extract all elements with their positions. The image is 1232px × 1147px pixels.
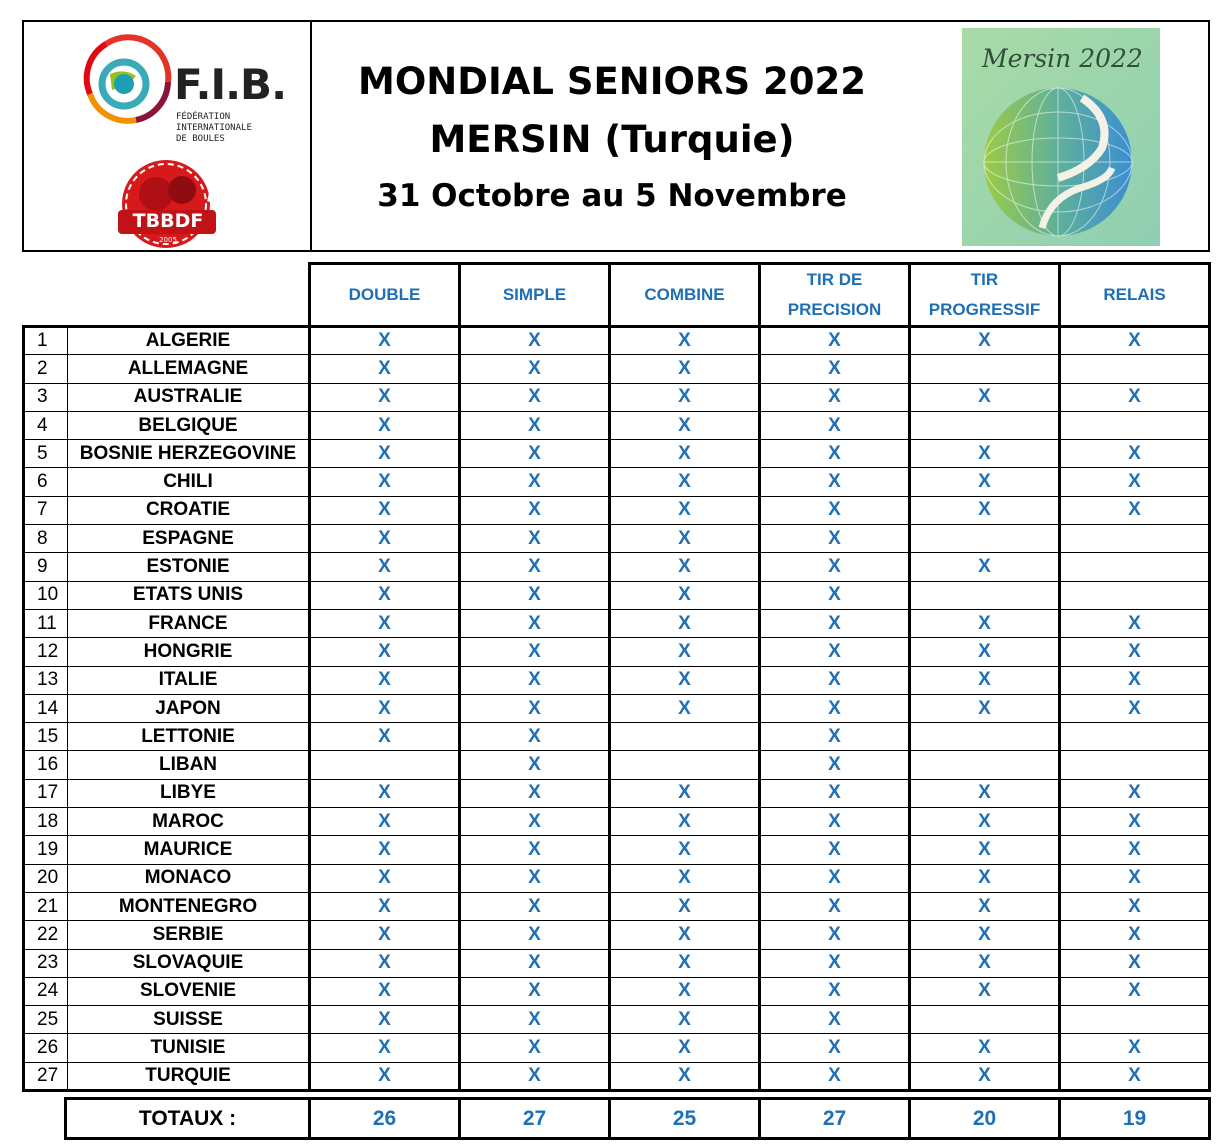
- row-number: 4: [24, 411, 68, 439]
- participation-mark: X: [460, 808, 610, 836]
- participation-mark: X: [910, 666, 1060, 694]
- participation-mark: X: [760, 609, 910, 637]
- column-header-simple: SIMPLE: [460, 264, 610, 327]
- total-double: 26: [310, 1099, 460, 1139]
- row-number: 10: [24, 581, 68, 609]
- table-row: [24, 751, 1210, 779]
- column-header-relais: RELAIS: [1060, 264, 1210, 327]
- participation-mark: X: [760, 411, 910, 439]
- table-row: [24, 327, 1210, 355]
- participation-mark: X: [760, 921, 910, 949]
- participation-mark: [910, 1006, 1060, 1034]
- total-tir-de-precision: 27: [760, 1099, 910, 1139]
- participation-mark: X: [910, 892, 1060, 920]
- table-row: [24, 581, 1210, 609]
- row-number: 12: [24, 638, 68, 666]
- participation-mark: X: [760, 355, 910, 383]
- participation-mark: X: [610, 638, 760, 666]
- fib-logo: [76, 32, 296, 142]
- row-number: 20: [24, 864, 68, 892]
- participation-mark: X: [760, 808, 910, 836]
- participation-mark: X: [310, 779, 460, 807]
- participation-mark: X: [310, 836, 460, 864]
- participation-mark: X: [760, 440, 910, 468]
- country-name: BELGIQUE: [68, 411, 310, 439]
- participation-mark: [1060, 751, 1210, 779]
- participation-mark: X: [610, 355, 760, 383]
- participation-mark: X: [760, 468, 910, 496]
- table-row: [24, 977, 1210, 1005]
- table-row: [24, 1006, 1210, 1034]
- participation-mark: X: [610, 468, 760, 496]
- participation-mark: X: [310, 468, 460, 496]
- participation-mark: X: [1060, 1062, 1210, 1090]
- participation-mark: X: [310, 383, 460, 411]
- row-number: 23: [24, 949, 68, 977]
- participation-mark: [1060, 553, 1210, 581]
- participation-mark: X: [460, 864, 610, 892]
- participation-mark: X: [760, 581, 910, 609]
- participation-mark: X: [460, 327, 610, 355]
- participation-mark: X: [1060, 496, 1210, 524]
- participation-mark: [910, 411, 1060, 439]
- participation-mark: X: [760, 1034, 910, 1062]
- table-header-row: [24, 264, 1210, 327]
- table-row: [24, 411, 1210, 439]
- participation-mark: X: [1060, 977, 1210, 1005]
- participation-mark: X: [460, 411, 610, 439]
- totals-table: [64, 1097, 1211, 1140]
- participation-mark: X: [760, 949, 910, 977]
- mersin-2022-logo: [962, 28, 1160, 246]
- participation-mark: X: [310, 525, 460, 553]
- event-location: MERSIN (Turquie): [429, 118, 795, 161]
- participation-mark: X: [460, 779, 610, 807]
- participation-mark: [1060, 1006, 1210, 1034]
- country-name: SERBIE: [68, 921, 310, 949]
- country-name: ITALIE: [68, 666, 310, 694]
- row-number: 14: [24, 694, 68, 722]
- row-number: 24: [24, 977, 68, 1005]
- participation-mark: X: [460, 892, 610, 920]
- country-name: ETATS UNIS: [68, 581, 310, 609]
- participation-mark: X: [460, 1034, 610, 1062]
- participation-mark: X: [910, 383, 1060, 411]
- participation-mark: [1060, 525, 1210, 553]
- table-row: [24, 609, 1210, 637]
- tbbdf-logo: [112, 150, 242, 250]
- participation-mark: X: [760, 1006, 910, 1034]
- participation-mark: X: [910, 327, 1060, 355]
- participation-mark: X: [310, 327, 460, 355]
- row-number: 27: [24, 1062, 68, 1090]
- participation-mark: X: [610, 440, 760, 468]
- country-name: LETTONIE: [68, 723, 310, 751]
- participation-mark: X: [760, 864, 910, 892]
- country-name: AUSTRALIE: [68, 383, 310, 411]
- country-name: ALGERIE: [68, 327, 310, 355]
- participation-mark: X: [460, 355, 610, 383]
- country-name: HONGRIE: [68, 638, 310, 666]
- event-title: MONDIAL SENIORS 2022: [358, 60, 866, 103]
- participation-mark: X: [310, 355, 460, 383]
- participation-mark: X: [610, 525, 760, 553]
- country-name: SUISSE: [68, 1006, 310, 1034]
- participation-mark: X: [310, 553, 460, 581]
- participation-mark: X: [310, 864, 460, 892]
- participation-mark: [1060, 411, 1210, 439]
- participation-mark: X: [1060, 808, 1210, 836]
- participation-mark: X: [610, 864, 760, 892]
- participation-mark: X: [310, 921, 460, 949]
- header-blank-number: [24, 264, 68, 327]
- column-header-tir-de-precision: TIR DE PRECISION: [760, 264, 910, 327]
- participation-table: [22, 262, 1211, 1092]
- row-number: 18: [24, 808, 68, 836]
- table-row: [24, 1062, 1210, 1090]
- table-row: [24, 694, 1210, 722]
- row-number: 6: [24, 468, 68, 496]
- column-header-tir-progressif: TIR PROGRESSIF: [910, 264, 1060, 327]
- total-combine: 25: [610, 1099, 760, 1139]
- header-blank-country: [68, 264, 310, 327]
- participation-mark: X: [310, 949, 460, 977]
- row-number: 16: [24, 751, 68, 779]
- participation-mark: [310, 751, 460, 779]
- participation-mark: X: [1060, 694, 1210, 722]
- participation-mark: X: [760, 977, 910, 1005]
- row-number: 5: [24, 440, 68, 468]
- participation-mark: X: [460, 977, 610, 1005]
- document-header: [22, 20, 1210, 252]
- participation-mark: X: [460, 609, 610, 637]
- row-number: 3: [24, 383, 68, 411]
- participation-mark: X: [760, 892, 910, 920]
- participation-mark: X: [910, 1062, 1060, 1090]
- participation-mark: X: [610, 581, 760, 609]
- participation-mark: X: [460, 525, 610, 553]
- participation-mark: X: [610, 694, 760, 722]
- participation-mark: [910, 355, 1060, 383]
- participation-mark: X: [760, 553, 910, 581]
- table-row: [24, 638, 1210, 666]
- fib-logo-subtext: FÉDÉRATION INTERNATIONALE DE BOULES: [176, 112, 252, 144]
- participation-mark: X: [610, 949, 760, 977]
- country-name: MAURICE: [68, 836, 310, 864]
- participation-mark: X: [1060, 892, 1210, 920]
- participation-mark: X: [1060, 1034, 1210, 1062]
- country-name: FRANCE: [68, 609, 310, 637]
- mersin-logo-text: Mersin 2022: [982, 44, 1143, 73]
- participation-mark: X: [1060, 921, 1210, 949]
- participation-mark: X: [460, 496, 610, 524]
- row-number: 17: [24, 779, 68, 807]
- table-row: [24, 553, 1210, 581]
- column-header-combine: COMBINE: [610, 264, 760, 327]
- country-name: BOSNIE HERZEGOVINE: [68, 440, 310, 468]
- country-name: CROATIE: [68, 496, 310, 524]
- logos-panel: [24, 22, 312, 250]
- country-name: TUNISIE: [68, 1034, 310, 1062]
- country-name: TURQUIE: [68, 1062, 310, 1090]
- participation-mark: X: [610, 553, 760, 581]
- participation-mark: X: [310, 638, 460, 666]
- country-name: LIBAN: [68, 751, 310, 779]
- participation-mark: X: [310, 977, 460, 1005]
- participation-mark: X: [1060, 949, 1210, 977]
- participation-mark: X: [460, 666, 610, 694]
- participation-mark: X: [1060, 609, 1210, 637]
- table-body: [24, 327, 1210, 1091]
- column-header-double: DOUBLE: [310, 264, 460, 327]
- row-number: 25: [24, 1006, 68, 1034]
- participation-mark: X: [910, 808, 1060, 836]
- participation-mark: X: [610, 411, 760, 439]
- tbbdf-logo-year: 2005: [159, 236, 177, 244]
- country-name: ESPAGNE: [68, 525, 310, 553]
- participation-mark: X: [310, 723, 460, 751]
- row-number: 9: [24, 553, 68, 581]
- participation-mark: X: [460, 751, 610, 779]
- country-name: MONACO: [68, 864, 310, 892]
- participation-mark: X: [610, 383, 760, 411]
- participation-mark: X: [610, 1006, 760, 1034]
- participation-mark: X: [760, 779, 910, 807]
- tbbdf-logo-text: TBBDF: [132, 210, 204, 232]
- participation-mark: X: [760, 383, 910, 411]
- row-number: 21: [24, 892, 68, 920]
- participation-mark: X: [1060, 383, 1210, 411]
- participation-mark: X: [910, 638, 1060, 666]
- participation-mark: X: [310, 1006, 460, 1034]
- row-number: 2: [24, 355, 68, 383]
- totals-row: [66, 1099, 1210, 1139]
- country-name: SLOVENIE: [68, 977, 310, 1005]
- participation-mark: X: [760, 327, 910, 355]
- participation-mark: X: [910, 836, 1060, 864]
- table-row: [24, 892, 1210, 920]
- participation-mark: [1060, 581, 1210, 609]
- participation-mark: X: [310, 808, 460, 836]
- country-name: CHILI: [68, 468, 310, 496]
- table-row: [24, 383, 1210, 411]
- participation-mark: X: [910, 496, 1060, 524]
- country-name: ESTONIE: [68, 553, 310, 581]
- participation-mark: X: [460, 921, 610, 949]
- participation-mark: X: [460, 694, 610, 722]
- participation-mark: X: [460, 1006, 610, 1034]
- participation-mark: X: [610, 836, 760, 864]
- table-row: [24, 723, 1210, 751]
- total-simple: 27: [460, 1099, 610, 1139]
- table-row: [24, 525, 1210, 553]
- participation-mark: X: [910, 921, 1060, 949]
- participation-mark: X: [910, 779, 1060, 807]
- participation-mark: X: [760, 666, 910, 694]
- participation-mark: [610, 723, 760, 751]
- participation-mark: X: [310, 1034, 460, 1062]
- participation-mark: X: [610, 892, 760, 920]
- participation-mark: [1060, 723, 1210, 751]
- table-row: [24, 1034, 1210, 1062]
- participation-mark: X: [910, 864, 1060, 892]
- participation-mark: X: [460, 638, 610, 666]
- totals-label: TOTAUX :: [66, 1099, 310, 1139]
- country-name: SLOVAQUIE: [68, 949, 310, 977]
- participation-mark: X: [1060, 440, 1210, 468]
- table-row: [24, 440, 1210, 468]
- participation-mark: X: [460, 440, 610, 468]
- participation-mark: X: [460, 468, 610, 496]
- table-row: [24, 779, 1210, 807]
- country-name: LIBYE: [68, 779, 310, 807]
- participation-mark: X: [760, 525, 910, 553]
- participation-mark: X: [910, 440, 1060, 468]
- table-row: [24, 949, 1210, 977]
- participation-mark: X: [610, 808, 760, 836]
- participation-mark: X: [1060, 836, 1210, 864]
- participation-mark: X: [610, 977, 760, 1005]
- participation-mark: X: [460, 723, 610, 751]
- row-number: 26: [24, 1034, 68, 1062]
- country-name: MAROC: [68, 808, 310, 836]
- participation-mark: X: [910, 949, 1060, 977]
- participation-mark: X: [910, 553, 1060, 581]
- participation-mark: X: [760, 496, 910, 524]
- participation-mark: X: [760, 836, 910, 864]
- country-name: MONTENEGRO: [68, 892, 310, 920]
- participation-mark: X: [1060, 468, 1210, 496]
- participation-mark: X: [460, 836, 610, 864]
- participation-mark: X: [910, 1034, 1060, 1062]
- row-number: 13: [24, 666, 68, 694]
- participation-mark: X: [310, 581, 460, 609]
- participation-mark: X: [1060, 327, 1210, 355]
- participation-mark: X: [610, 921, 760, 949]
- participation-mark: [910, 581, 1060, 609]
- tbbdf-emblem-icon: [112, 150, 242, 250]
- participation-mark: X: [310, 694, 460, 722]
- participation-mark: X: [910, 609, 1060, 637]
- event-title-block: [312, 22, 912, 250]
- participation-mark: X: [610, 327, 760, 355]
- total-relais: 19: [1060, 1099, 1210, 1139]
- table-row: [24, 468, 1210, 496]
- participation-mark: X: [910, 694, 1060, 722]
- total-tir-progressif: 20: [910, 1099, 1060, 1139]
- participation-mark: X: [1060, 779, 1210, 807]
- participation-mark: X: [460, 949, 610, 977]
- country-name: ALLEMAGNE: [68, 355, 310, 383]
- participation-mark: X: [310, 666, 460, 694]
- participation-mark: X: [460, 581, 610, 609]
- row-number: 8: [24, 525, 68, 553]
- participation-mark: X: [310, 892, 460, 920]
- table-row: [24, 808, 1210, 836]
- participation-mark: [610, 751, 760, 779]
- participation-mark: X: [1060, 638, 1210, 666]
- table-row: [24, 666, 1210, 694]
- participation-mark: X: [910, 468, 1060, 496]
- row-number: 19: [24, 836, 68, 864]
- table-row: [24, 355, 1210, 383]
- event-dates: 31 Octobre au 5 Novembre: [377, 178, 847, 214]
- participation-mark: X: [310, 1062, 460, 1090]
- participation-mark: X: [610, 1034, 760, 1062]
- participation-mark: X: [760, 1062, 910, 1090]
- fib-emblem-icon: [76, 32, 176, 132]
- participation-mark: X: [610, 666, 760, 694]
- participation-mark: X: [310, 411, 460, 439]
- participation-mark: X: [910, 977, 1060, 1005]
- participation-mark: X: [760, 723, 910, 751]
- participation-mark: X: [760, 694, 910, 722]
- table-row: [24, 836, 1210, 864]
- participation-mark: X: [460, 383, 610, 411]
- participation-mark: X: [1060, 666, 1210, 694]
- participation-mark: X: [610, 496, 760, 524]
- country-name: JAPON: [68, 694, 310, 722]
- row-number: 22: [24, 921, 68, 949]
- table-row: [24, 921, 1210, 949]
- row-number: 15: [24, 723, 68, 751]
- fib-logo-text: F.I.B.: [174, 60, 287, 109]
- participation-mark: X: [460, 1062, 610, 1090]
- row-number: 7: [24, 496, 68, 524]
- participation-mark: [1060, 355, 1210, 383]
- row-number: 1: [24, 327, 68, 355]
- participation-mark: [910, 751, 1060, 779]
- participation-mark: X: [1060, 864, 1210, 892]
- participation-mark: X: [310, 496, 460, 524]
- participation-mark: X: [760, 751, 910, 779]
- table-row: [24, 864, 1210, 892]
- participation-mark: X: [310, 609, 460, 637]
- participation-mark: X: [610, 609, 760, 637]
- participation-mark: X: [610, 779, 760, 807]
- participation-mark: X: [460, 553, 610, 581]
- participation-mark: [910, 525, 1060, 553]
- participation-mark: [910, 723, 1060, 751]
- participation-mark: X: [760, 638, 910, 666]
- row-number: 11: [24, 609, 68, 637]
- participation-mark: X: [310, 440, 460, 468]
- participation-mark: X: [610, 1062, 760, 1090]
- table-row: [24, 496, 1210, 524]
